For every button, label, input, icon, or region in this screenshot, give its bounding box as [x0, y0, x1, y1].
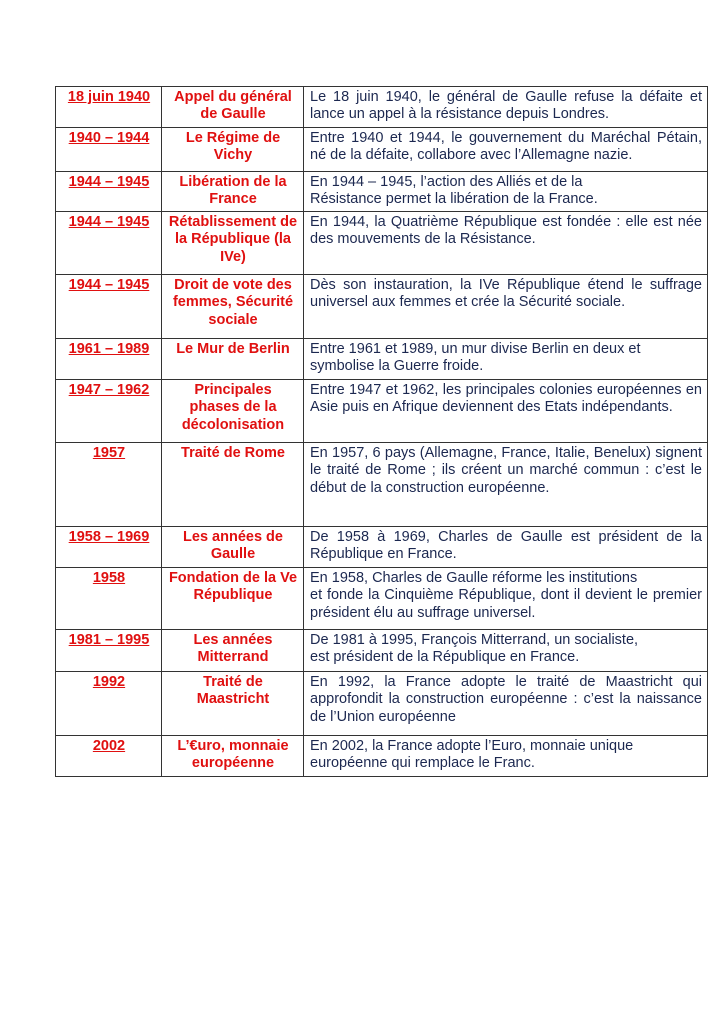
date-cell: 1944 – 1945 — [56, 172, 162, 212]
event-title-cell: L’€uro, monnaie européenne — [162, 736, 304, 777]
table-row — [56, 672, 708, 736]
description-text: De 1958 à 1969, Charles de Gaulle est président de la République en France. — [310, 529, 702, 563]
event-title-cell: Droit de vote des femmes, Sécurité sociale — [162, 275, 304, 339]
event-title-cell: Les années Mitterrand — [162, 630, 304, 672]
description-cell — [304, 212, 708, 275]
table-row — [56, 339, 708, 380]
description-cell — [304, 736, 708, 777]
description-text: En 1944 – 1945, l’action des Alliés et de la Résistance permet la libération de la France. — [310, 174, 598, 208]
date-cell: 1944 – 1945 — [56, 275, 162, 339]
event-title-cell: Appel du général de Gaulle — [162, 87, 304, 128]
event-title-cell: Fondation de la Ve République — [162, 568, 304, 630]
table-row — [56, 568, 708, 630]
date-cell: 1947 – 1962 — [56, 380, 162, 443]
date-cell: 1961 – 1989 — [56, 339, 162, 380]
timeline-table — [55, 86, 708, 777]
description-cell — [304, 380, 708, 443]
description-cell — [304, 527, 708, 568]
table-row — [56, 527, 708, 568]
description-text: En 1992, la France adopte le traité de Maastricht qui approfondit la construction européenne : c’est la naissance de l’Union européenne — [310, 674, 702, 725]
date-cell: 1981 – 1995 — [56, 630, 162, 672]
description-text: Entre 1940 et 1944, le gouvernement du Maréchal Pétain, né de la défaite, collabore avec l’Allemagne nazie. — [310, 130, 702, 164]
event-title-cell: Les années de Gaulle — [162, 527, 304, 568]
description-cell — [304, 275, 708, 339]
event-title-cell: Rétablissement de la République (la IVe) — [162, 212, 304, 275]
table-row — [56, 380, 708, 443]
date-cell: 1958 – 1969 — [56, 527, 162, 568]
table-row — [56, 212, 708, 275]
date-cell: 1940 – 1944 — [56, 128, 162, 172]
table-row — [56, 87, 708, 128]
event-title-cell: Traité de Maastricht — [162, 672, 304, 736]
description-text: Le 18 juin 1940, le général de Gaulle refuse la défaite et lance un appel à la résistance depuis Londres. — [310, 89, 702, 123]
table-row — [56, 275, 708, 339]
table-row — [56, 172, 708, 212]
description-text: En 1958, Charles de Gaulle réforme les institutions et fonde la Cinquième République, dont il devient le premier président élu au suffrage universel. — [310, 570, 702, 621]
table-row — [56, 128, 708, 172]
description-cell — [304, 630, 708, 672]
date-cell: 2002 — [56, 736, 162, 777]
table-row — [56, 443, 708, 527]
description-cell — [304, 128, 708, 172]
description-text: Dès son instauration, la IVe République étend le suffrage universel aux femmes et crée la Sécurité sociale. — [310, 277, 702, 311]
date-cell: 1992 — [56, 672, 162, 736]
description-text: Entre 1961 et 1989, un mur divise Berlin en deux et symbolise la Guerre froide. — [310, 341, 641, 375]
description-text: Entre 1947 et 1962, les principales colonies européennes en Asie puis en Afrique deviennent des Etats indépendants. — [310, 382, 702, 416]
description-cell — [304, 339, 708, 380]
event-title-cell: Libération de la France — [162, 172, 304, 212]
date-cell: 1958 — [56, 568, 162, 630]
description-text: En 2002, la France adopte l’Euro, monnaie unique européenne qui remplace le Franc. — [310, 738, 634, 772]
event-title-cell: Le Mur de Berlin — [162, 339, 304, 380]
event-title-cell: Principales phases de la décolonisation — [162, 380, 304, 443]
event-title-cell: Traité de Rome — [162, 443, 304, 527]
description-cell — [304, 568, 708, 630]
description-text: En 1957, 6 pays (Allemagne, France, Italie, Benelux) signent le traité de Rome ; ils créent un marché commun : c’est le début de la construction européenne. — [310, 445, 702, 496]
description-cell — [304, 87, 708, 128]
table-row — [56, 736, 708, 777]
date-cell: 18 juin 1940 — [56, 87, 162, 128]
date-cell: 1944 – 1945 — [56, 212, 162, 275]
description-cell — [304, 672, 708, 736]
description-cell — [304, 443, 708, 527]
description-text: De 1981 à 1995, François Mitterrand, un socialiste, est président de la République en France. — [310, 632, 639, 666]
event-title-cell: Le Régime de Vichy — [162, 128, 304, 172]
date-cell: 1957 — [56, 443, 162, 527]
table-row — [56, 630, 708, 672]
description-cell — [304, 172, 708, 212]
description-text: En 1944, la Quatrième République est fondée : elle est née des mouvements de la Résistance. — [310, 214, 702, 248]
